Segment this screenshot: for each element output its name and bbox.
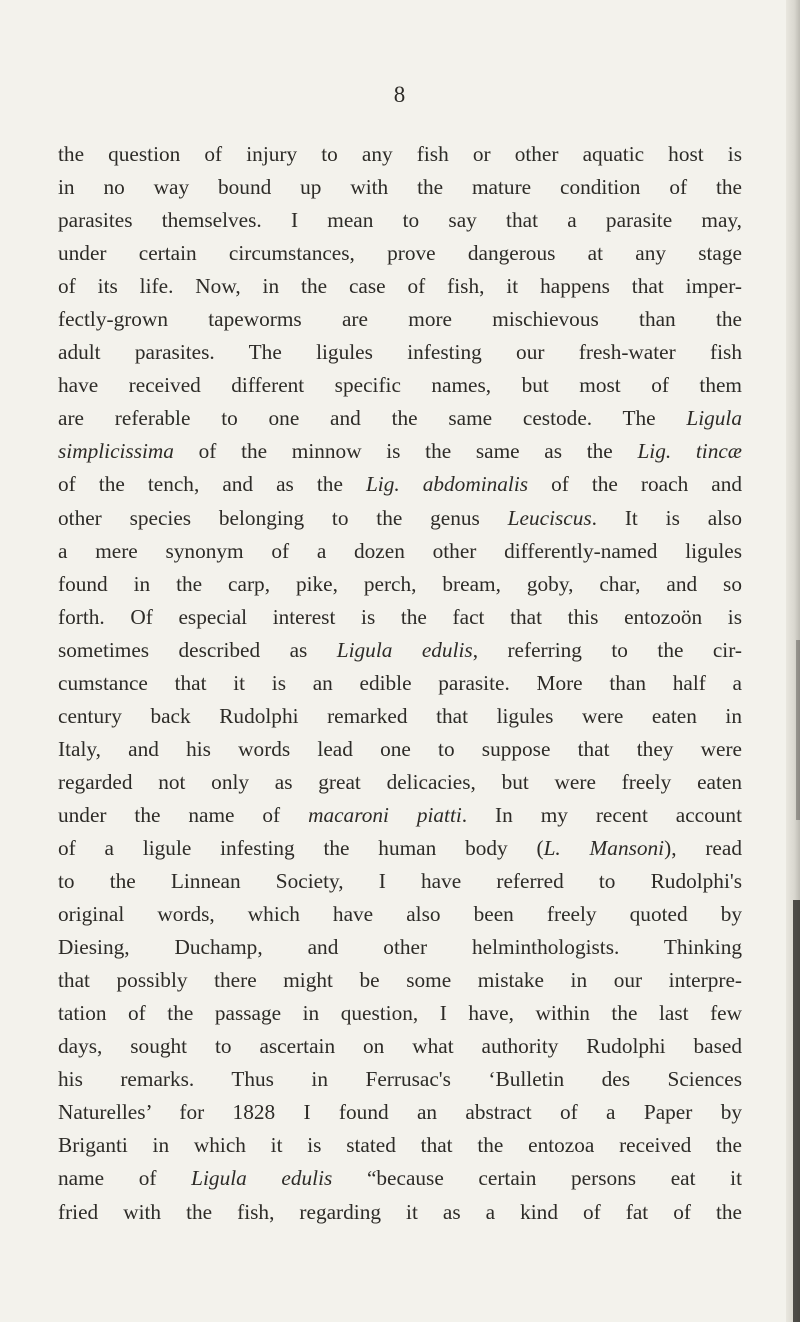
text-line: [58, 766, 742, 799]
text-segment: of the tench, and as the: [58, 472, 366, 497]
text-line: [58, 402, 742, 435]
italic-term: Ligula edulis: [191, 1166, 333, 1191]
text-line: [58, 634, 742, 667]
text-line: [58, 204, 742, 237]
text-segment: are referable to one and the same cestode. The: [58, 406, 687, 431]
text-segment: have received different specific names, but most of them: [58, 373, 742, 398]
text-line: [58, 799, 742, 832]
text-line: [58, 865, 742, 898]
text-line: [58, 898, 742, 931]
text-segment: original words, which have also been freely quoted by: [58, 902, 742, 927]
italic-term: Lig. abdominalis: [365, 472, 529, 497]
text-segment: Naturelles’ for 1828 I found an abstract of a Paper by: [58, 1100, 742, 1125]
text-line: [58, 435, 742, 468]
text-segment: adult parasites. The ligules infesting our fresh-water fish: [58, 340, 742, 365]
text-segment: in no way bound up with the mature condition of the: [58, 175, 742, 200]
text-line: [58, 303, 742, 336]
text-line: [58, 997, 742, 1030]
italic-term: Ligula: [686, 406, 742, 431]
text-segment: fectly-grown tapeworms are more mischievous than the: [58, 307, 742, 332]
text-segment: Italy, and his words lead one to suppose that they were: [58, 736, 742, 761]
text-segment: Diesing, Duchamp, and other helminthologists. Thinking: [58, 935, 742, 960]
italic-term: macaroni piatti: [308, 802, 462, 827]
italic-term: L. Mansoni: [543, 835, 665, 860]
text-segment: under certain circumstances, prove dangerous at any stage: [58, 241, 742, 266]
text-segment: forth. Of especial interest is the fact that this entozoön is: [58, 604, 742, 629]
text-line: [58, 468, 742, 501]
text-segment: fried with the fish, regarding it as a kind of fat of the: [58, 1199, 742, 1224]
text-segment: sometimes described as: [58, 637, 337, 662]
text-line: [58, 601, 742, 634]
text-line: [58, 535, 742, 568]
text-line: [58, 700, 742, 733]
text-segment: of the minnow is the same as the: [173, 439, 638, 464]
text-line: [58, 1129, 742, 1162]
text-segment: under the name of: [58, 802, 309, 827]
text-segment: his remarks. Thus in Ferrusac's ‘Bulletin des Sciences: [58, 1067, 742, 1092]
text-line: [58, 1162, 742, 1195]
text-segment: of its life. Now, in the case of fish, it happens that imper-: [58, 274, 742, 299]
body-text: [58, 138, 742, 1229]
text-segment: a mere synonym of a dozen other differently-named ligules: [58, 538, 742, 563]
text-segment: Briganti in which it is stated that the entozoa received the: [58, 1133, 742, 1158]
text-segment: found in the carp, pike, perch, bream, goby, char, and so: [58, 571, 742, 596]
text-segment: . It is also: [591, 505, 742, 530]
text-segment: that possibly there might be some mistake in our interpre-: [58, 968, 742, 993]
text-segment: , referring to the cir-: [472, 637, 742, 662]
text-line: [58, 733, 742, 766]
text-line: [58, 1063, 742, 1096]
page-edge-shadow-2: [793, 900, 800, 1322]
text-line: [58, 138, 742, 171]
text-segment: century back Rudolphi remarked that ligules were eaten in: [58, 703, 742, 728]
text-segment: ), read: [664, 835, 742, 860]
text-line: [58, 667, 742, 700]
text-segment: days, sought to ascertain on what authority Rudolphi based: [58, 1034, 742, 1059]
text-line: [58, 1030, 742, 1063]
text-line: [58, 270, 742, 303]
text-segment: of a ligule infesting the human body (: [58, 835, 544, 860]
italic-term: Ligula edulis: [336, 637, 473, 662]
page-number: 8: [393, 82, 407, 107]
text-line: [58, 832, 742, 865]
text-line: [58, 171, 742, 204]
text-line: [58, 964, 742, 997]
text-segment: parasites themselves. I mean to say that a parasite may,: [58, 208, 742, 233]
text-segment: regarded not only as great delicacies, but were freely eaten: [58, 769, 742, 794]
text-line: [58, 1196, 742, 1229]
italic-term: simplicissima: [58, 439, 174, 464]
text-segment: the question of injury to any fish or other aquatic host is: [58, 142, 742, 166]
page-edge-shadow-1: [796, 640, 800, 820]
text-line: [58, 1096, 742, 1129]
text-line: [58, 502, 742, 535]
text-segment: “because certain persons eat it: [332, 1166, 743, 1191]
italic-term: Leuciscus: [507, 505, 592, 530]
text-segment: tation of the passage in question, I have, within the last few: [58, 1001, 742, 1026]
text-segment: other species belonging to the genus: [58, 505, 508, 530]
text-segment: . In my recent account: [461, 802, 742, 827]
text-segment: cumstance that it is an edible parasite. More than half a: [58, 670, 742, 695]
text-line: [58, 237, 742, 270]
text-line: [58, 931, 742, 964]
text-line: [58, 568, 742, 601]
text-segment: of the roach and: [528, 472, 743, 497]
text-line: [58, 369, 742, 402]
text-line: [58, 336, 742, 369]
text-segment: to the Linnean Society, I have referred to Rudolphi's: [58, 869, 742, 894]
text-segment: name of: [58, 1166, 192, 1191]
italic-term: Lig. tincæ: [637, 439, 742, 464]
